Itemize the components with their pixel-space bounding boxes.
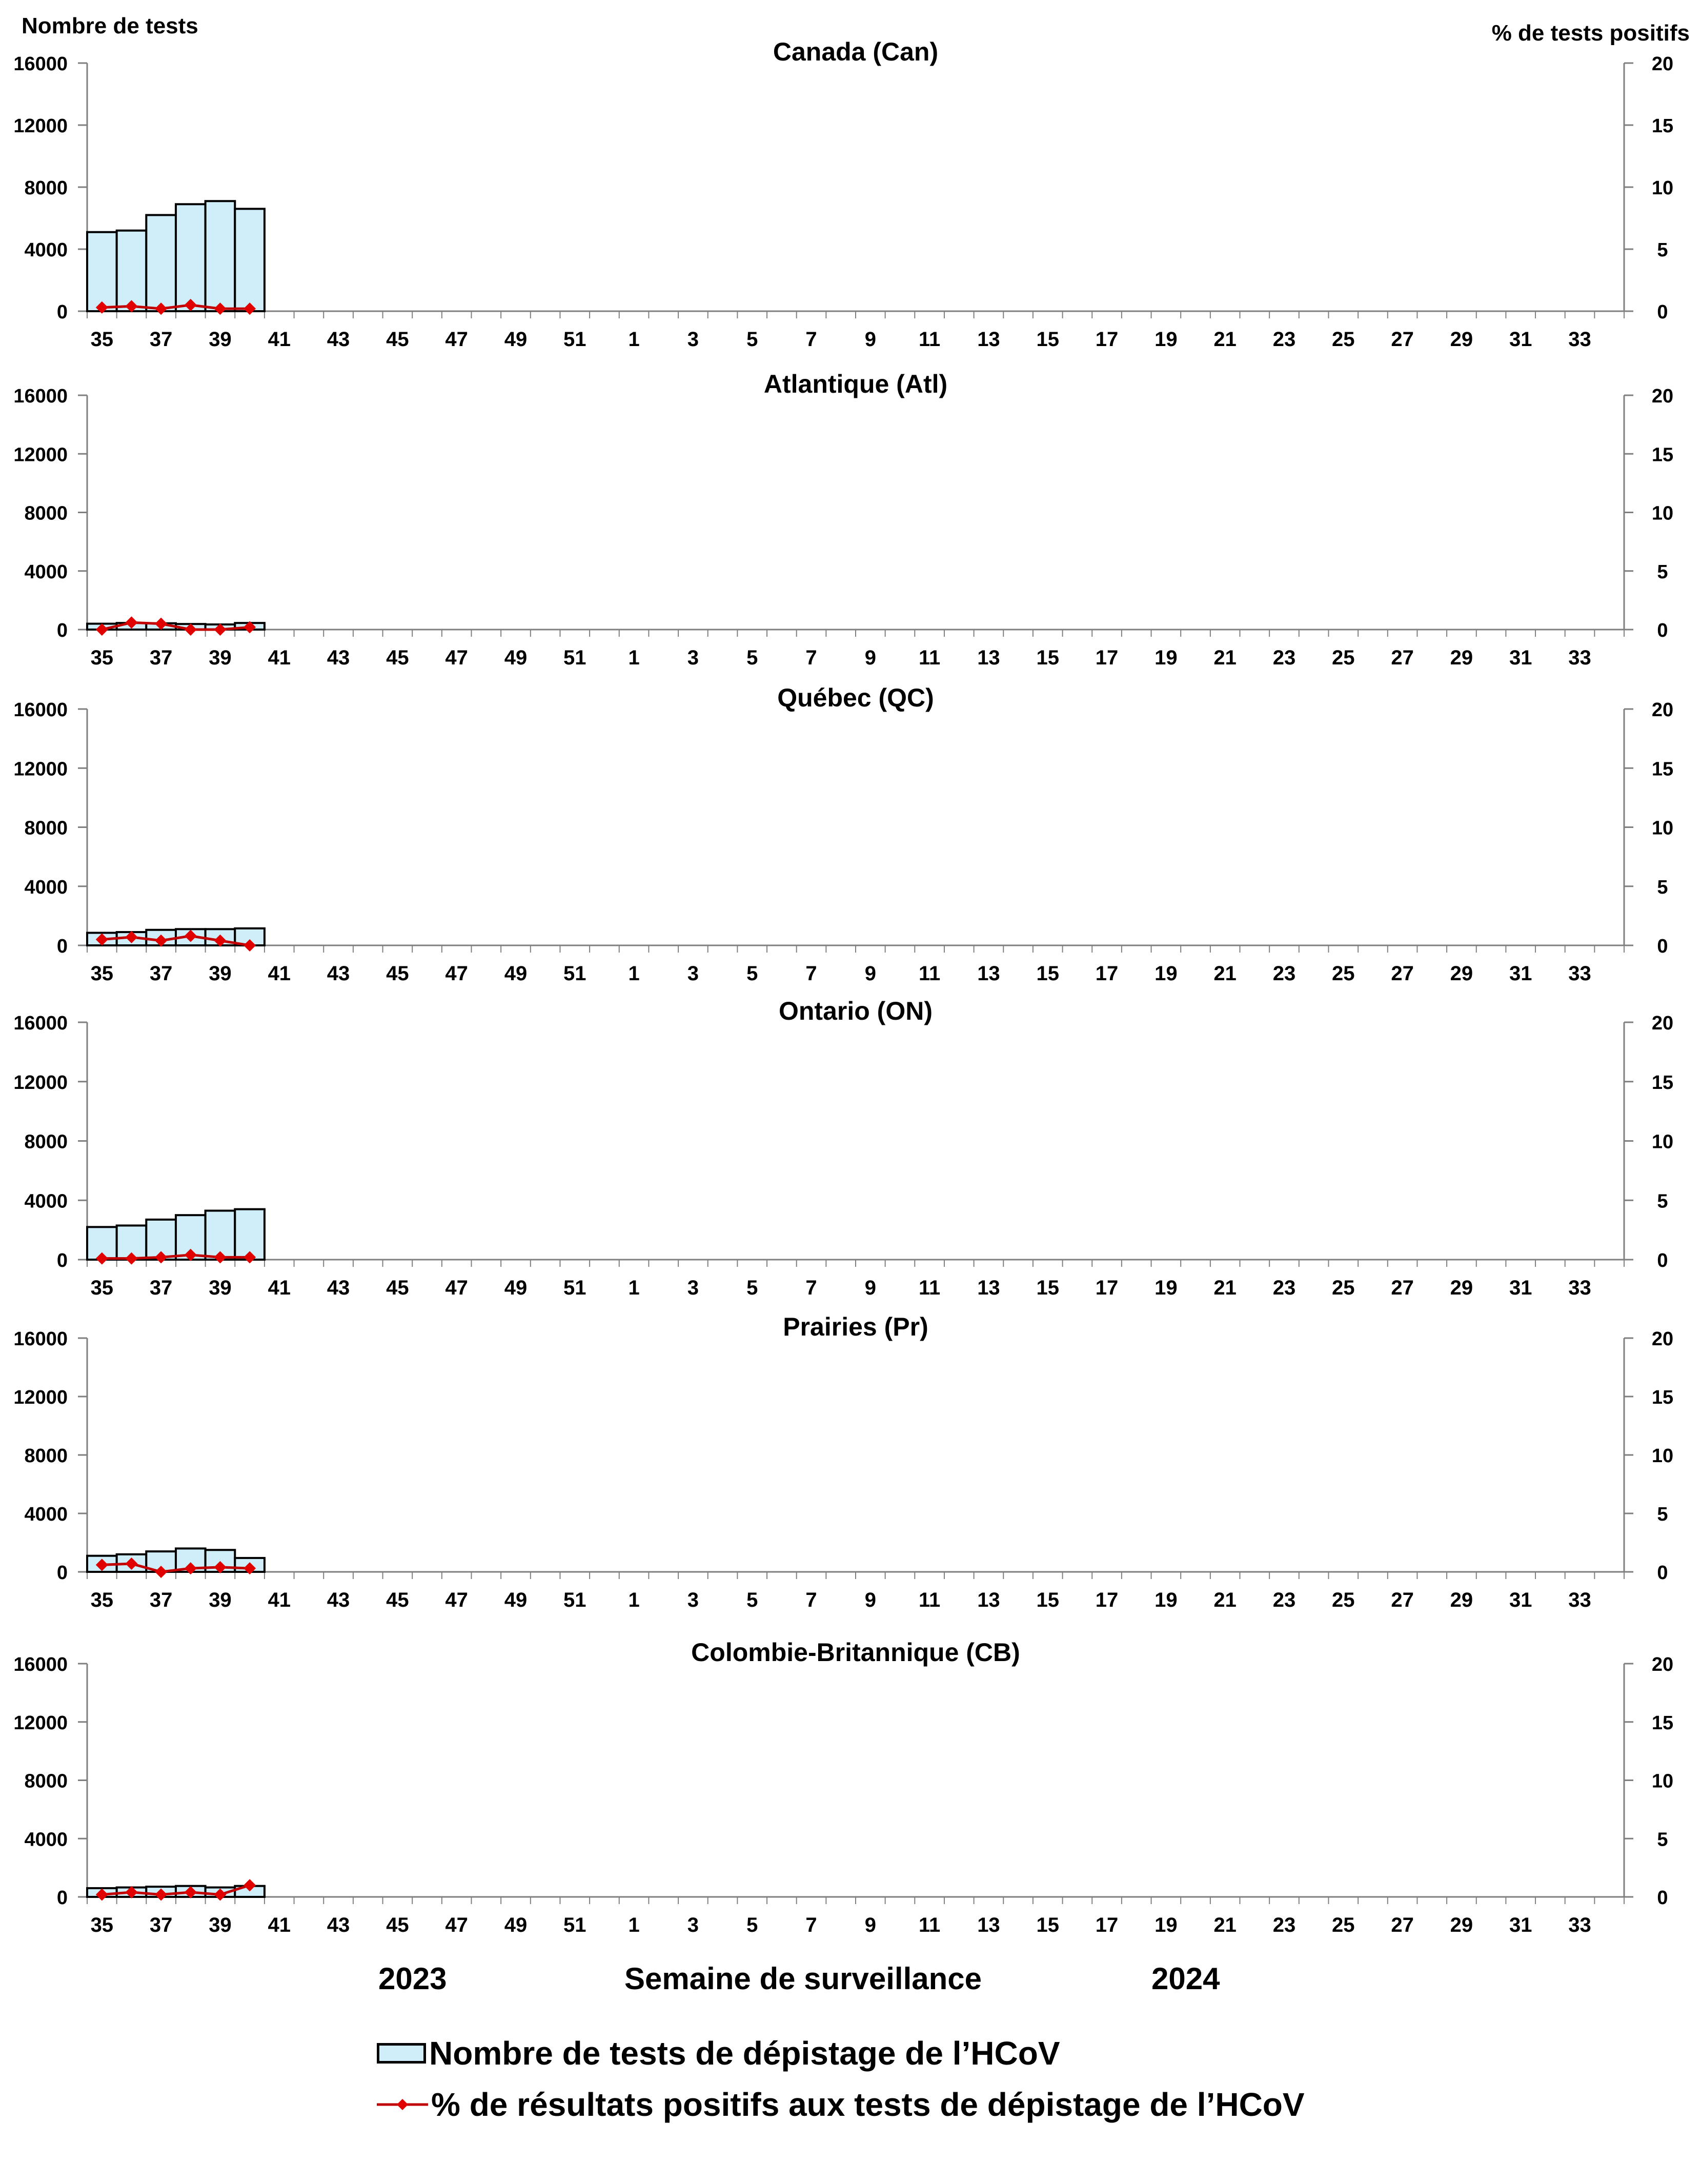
x-tick-label: 23 — [1272, 1277, 1296, 1299]
x-tick-label: 33 — [1568, 646, 1591, 669]
y-tick-label: 8000 — [24, 502, 68, 524]
x-tick-label: 47 — [445, 962, 468, 985]
x-tick-label: 23 — [1272, 646, 1296, 669]
chart-title: Canada (Can) — [773, 37, 939, 66]
y-tick-label: 4000 — [24, 1190, 68, 1212]
x-tick-label: 19 — [1155, 1589, 1178, 1611]
y-tick-label: 8000 — [24, 1445, 68, 1467]
legend-item-bars — [377, 2030, 1060, 2076]
y2-tick-label: 10 — [1651, 1770, 1674, 1792]
x-tick-label: 27 — [1391, 328, 1414, 351]
x-tick-label: 5 — [746, 1589, 758, 1611]
y2-tick-label: 10 — [1651, 177, 1674, 199]
x-tick-label: 3 — [687, 1914, 699, 1936]
x-tick-label: 9 — [864, 962, 876, 985]
y2-tick-label: 5 — [1657, 239, 1668, 261]
y2-tick-label: 5 — [1657, 876, 1668, 898]
x-tick-label: 29 — [1450, 1277, 1473, 1299]
x-tick-label: 11 — [918, 1589, 941, 1611]
x-tick-label: 47 — [445, 1914, 468, 1936]
x-tick-label: 35 — [90, 1277, 114, 1299]
x-tick-label: 5 — [746, 646, 758, 669]
y2-tick-label: 20 — [1651, 699, 1674, 721]
y2-tick-label: 20 — [1651, 1013, 1674, 1034]
x-tick-label: 51 — [563, 1277, 586, 1299]
x-tick-label: 1 — [628, 1589, 640, 1611]
legend — [377, 2030, 1607, 2184]
x-tick-label: 27 — [1391, 962, 1414, 985]
x-tick-label: 27 — [1391, 1589, 1414, 1611]
bar — [117, 231, 147, 311]
y-tick-label: 0 — [56, 301, 68, 323]
chart-panel-1 — [13, 370, 1673, 669]
x-tick-label: 43 — [327, 962, 350, 985]
x-tick-label: 5 — [746, 1277, 758, 1299]
x-tick-label: 35 — [90, 328, 114, 351]
x-tick-label: 1 — [628, 962, 640, 985]
x-tick-label: 43 — [327, 1277, 350, 1299]
x-tick-label: 39 — [209, 646, 232, 669]
x-tick-label: 9 — [864, 646, 876, 669]
x-tick-label: 29 — [1450, 1589, 1473, 1611]
chart-title: Colombie-Britannique (CB) — [691, 1638, 1020, 1667]
x-tick-label: 11 — [918, 1277, 941, 1299]
y-tick-label: 0 — [56, 1562, 68, 1584]
x-tick-label: 29 — [1450, 646, 1473, 669]
y-tick-label: 0 — [56, 1887, 68, 1909]
y-tick-label: 8000 — [24, 177, 68, 199]
bar — [176, 204, 206, 311]
y2-tick-label: 5 — [1657, 561, 1668, 583]
x-tick-label: 49 — [504, 1914, 528, 1936]
y-tick-label: 8000 — [24, 817, 68, 839]
year-label-2023: 2023 — [378, 1961, 447, 1996]
x-tick-label: 5 — [746, 962, 758, 985]
x-tick-label: 49 — [504, 962, 528, 985]
x-tick-label: 31 — [1509, 1589, 1532, 1611]
x-tick-label: 15 — [1036, 328, 1059, 351]
x-tick-label: 7 — [805, 328, 817, 351]
x-tick-label: 45 — [386, 328, 409, 351]
y-tick-label: 16000 — [13, 53, 68, 75]
y2-tick-label: 0 — [1657, 1887, 1668, 1909]
x-tick-label: 33 — [1568, 328, 1591, 351]
x-tick-label: 21 — [1213, 962, 1237, 985]
x-tick-label: 1 — [628, 1914, 640, 1936]
x-tick-label: 15 — [1036, 646, 1059, 669]
x-tick-label: 37 — [149, 962, 173, 985]
y-tick-label: 12000 — [13, 115, 68, 137]
y2-tick-label: 0 — [1657, 936, 1668, 957]
x-tick-label: 17 — [1095, 1277, 1119, 1299]
y-tick-label: 0 — [56, 1250, 68, 1271]
x-tick-label: 43 — [327, 328, 350, 351]
x-tick-label: 13 — [977, 328, 1000, 351]
x-tick-label: 19 — [1155, 328, 1178, 351]
x-tick-label: 15 — [1036, 1914, 1059, 1936]
y-tick-label: 4000 — [24, 1829, 68, 1851]
x-tick-label: 49 — [504, 328, 528, 351]
y-tick-label: 4000 — [24, 1504, 68, 1525]
x-tick-label: 39 — [209, 1589, 232, 1611]
x-tick-label: 7 — [805, 1589, 817, 1611]
x-tick-label: 35 — [90, 962, 114, 985]
x-tick-label: 11 — [918, 962, 941, 985]
x-tick-label: 21 — [1213, 1914, 1237, 1936]
x-tick-label: 41 — [268, 328, 291, 351]
x-tick-label: 41 — [268, 1589, 291, 1611]
x-tick-label: 21 — [1213, 328, 1237, 351]
bar — [146, 215, 176, 311]
y2-tick-label: 0 — [1657, 1250, 1668, 1271]
x-tick-label: 49 — [504, 1277, 528, 1299]
x-tick-label: 43 — [327, 1589, 350, 1611]
x-tick-label: 7 — [805, 1914, 817, 1936]
x-tick-label: 37 — [149, 1277, 173, 1299]
x-tick-label: 13 — [977, 1277, 1000, 1299]
x-axis-title: Semaine de surveillance — [624, 1961, 982, 1996]
y2-tick-label: 20 — [1651, 1654, 1674, 1675]
x-tick-label: 33 — [1568, 1914, 1591, 1936]
x-tick-label: 19 — [1155, 962, 1178, 985]
x-tick-label: 11 — [918, 646, 941, 669]
bar — [206, 201, 235, 311]
x-tick-label: 3 — [687, 646, 699, 669]
chart-panel-0 — [13, 37, 1673, 351]
x-tick-label: 33 — [1568, 962, 1591, 985]
y-tick-label: 4000 — [24, 876, 68, 898]
y2-tick-label: 15 — [1651, 1071, 1674, 1094]
y2-tick-label: 15 — [1651, 444, 1674, 466]
y-tick-label: 12000 — [13, 1712, 68, 1734]
x-tick-label: 51 — [563, 1589, 586, 1611]
x-tick-label: 47 — [445, 1277, 468, 1299]
x-tick-label: 21 — [1213, 1589, 1237, 1611]
year-label-2024: 2024 — [1151, 1961, 1220, 1996]
x-tick-label: 15 — [1036, 1589, 1059, 1611]
x-tick-label: 43 — [327, 1914, 350, 1936]
x-tick-label: 5 — [746, 328, 758, 351]
x-tick-label: 31 — [1509, 962, 1532, 985]
x-tick-label: 41 — [268, 962, 291, 985]
x-tick-label: 29 — [1450, 328, 1473, 351]
x-tick-label: 47 — [445, 1589, 468, 1611]
y-tick-label: 12000 — [13, 758, 68, 780]
x-tick-label: 3 — [687, 328, 699, 351]
x-tick-label: 23 — [1272, 1914, 1296, 1936]
x-tick-label: 11 — [918, 1914, 941, 1936]
x-tick-label: 35 — [90, 1589, 114, 1611]
y-tick-label: 12000 — [13, 1387, 68, 1408]
y-tick-label: 0 — [56, 936, 68, 957]
x-tick-label: 45 — [386, 962, 409, 985]
x-tick-label: 25 — [1332, 328, 1355, 351]
x-tick-label: 29 — [1450, 962, 1473, 985]
x-tick-label: 37 — [149, 1914, 173, 1936]
x-tick-label: 47 — [445, 646, 468, 669]
y2-tick-label: 10 — [1651, 1131, 1674, 1153]
chart-panel-2 — [13, 683, 1673, 985]
y2-tick-label: 0 — [1657, 620, 1668, 641]
x-tick-label: 7 — [805, 1277, 817, 1299]
chart-panel-4 — [13, 1312, 1673, 1611]
x-tick-label: 45 — [386, 1914, 409, 1936]
x-tick-label: 23 — [1272, 328, 1296, 351]
y-tick-label: 16000 — [13, 699, 68, 721]
legend-line-label: % de résultats positifs aux tests de dépistage de l’HCoV — [431, 2086, 1305, 2123]
x-tick-label: 33 — [1568, 1589, 1591, 1611]
x-tick-label: 27 — [1391, 646, 1414, 669]
y2-tick-label: 15 — [1651, 1712, 1674, 1734]
x-tick-label: 35 — [90, 646, 114, 669]
bar — [235, 209, 265, 311]
chart-title: Québec (QC) — [777, 683, 934, 712]
x-tick-label: 17 — [1095, 646, 1119, 669]
chart-title: Atlantique (Atl) — [763, 370, 948, 398]
x-tick-label: 1 — [628, 646, 640, 669]
x-tick-label: 39 — [209, 962, 232, 985]
x-tick-label: 13 — [977, 646, 1000, 669]
x-tick-label: 45 — [386, 1589, 409, 1611]
x-tick-label: 15 — [1036, 1277, 1059, 1299]
y-tick-label: 12000 — [13, 1071, 68, 1094]
y2-tick-label: 15 — [1651, 758, 1674, 780]
x-tick-label: 41 — [268, 1277, 291, 1299]
x-tick-label: 17 — [1095, 962, 1119, 985]
x-tick-label: 3 — [687, 1277, 699, 1299]
y-tick-label: 4000 — [24, 561, 68, 583]
y2-tick-label: 5 — [1657, 1504, 1668, 1525]
y-tick-label: 8000 — [24, 1770, 68, 1792]
x-tick-label: 31 — [1509, 328, 1532, 351]
x-tick-label: 37 — [149, 328, 173, 351]
x-tick-label: 25 — [1332, 1914, 1355, 1936]
x-tick-label: 39 — [209, 328, 232, 351]
x-tick-label: 13 — [977, 1914, 1000, 1936]
x-tick-label: 3 — [687, 962, 699, 985]
x-tick-label: 41 — [268, 1914, 291, 1936]
legend-line-swatch — [377, 2094, 428, 2115]
x-tick-label: 7 — [805, 646, 817, 669]
x-tick-label: 49 — [504, 646, 528, 669]
chart-title: Ontario (ON) — [779, 997, 933, 1025]
chart-title: Prairies (Pr) — [783, 1312, 928, 1341]
x-tick-label: 45 — [386, 1277, 409, 1299]
y2-tick-label: 5 — [1657, 1190, 1668, 1212]
x-tick-label: 31 — [1509, 646, 1532, 669]
x-tick-label: 25 — [1332, 1589, 1355, 1611]
x-tick-label: 17 — [1095, 1589, 1119, 1611]
x-tick-label: 49 — [504, 1589, 528, 1611]
y2-tick-label: 20 — [1651, 53, 1674, 75]
right-axis-title: % de tests positifs — [1491, 21, 1690, 46]
legend-item-line — [377, 2081, 1305, 2128]
x-tick-label: 25 — [1332, 1277, 1355, 1299]
y-tick-label: 12000 — [13, 444, 68, 466]
chart-panel-3 — [13, 997, 1673, 1299]
x-tick-label: 29 — [1450, 1914, 1473, 1936]
x-tick-label: 19 — [1155, 1277, 1178, 1299]
x-tick-label: 9 — [864, 1914, 876, 1936]
y-tick-label: 16000 — [13, 1328, 68, 1350]
y-tick-label: 16000 — [13, 386, 68, 407]
bar — [87, 232, 117, 311]
y2-tick-label: 10 — [1651, 502, 1674, 524]
x-tick-label: 19 — [1155, 646, 1178, 669]
x-tick-label: 37 — [149, 1589, 173, 1611]
x-tick-label: 5 — [746, 1914, 758, 1936]
x-tick-label: 3 — [687, 1589, 699, 1611]
y2-tick-label: 10 — [1651, 817, 1674, 839]
x-tick-label: 9 — [864, 328, 876, 351]
x-tick-label: 23 — [1272, 962, 1296, 985]
y2-tick-label: 15 — [1651, 115, 1674, 137]
chart-panel-5 — [13, 1638, 1673, 1936]
x-tick-label: 17 — [1095, 1914, 1119, 1936]
x-tick-label: 39 — [209, 1914, 232, 1936]
x-tick-label: 19 — [1155, 1914, 1178, 1936]
x-tick-label: 33 — [1568, 1277, 1591, 1299]
y-tick-label: 0 — [56, 620, 68, 641]
x-tick-label: 41 — [268, 646, 291, 669]
y2-tick-label: 10 — [1651, 1445, 1674, 1467]
x-tick-label: 47 — [445, 328, 468, 351]
y2-tick-label: 0 — [1657, 1562, 1668, 1584]
legend-bar-swatch — [377, 2043, 426, 2064]
x-tick-label: 51 — [563, 1914, 586, 1936]
x-tick-label: 1 — [628, 328, 640, 351]
x-tick-label: 51 — [563, 646, 586, 669]
x-tick-label: 27 — [1391, 1277, 1414, 1299]
x-tick-label: 9 — [864, 1277, 876, 1299]
y2-tick-label: 0 — [1657, 301, 1668, 323]
x-tick-label: 17 — [1095, 328, 1119, 351]
y-tick-label: 4000 — [24, 239, 68, 261]
y-tick-label: 16000 — [13, 1013, 68, 1034]
x-tick-label: 11 — [918, 328, 941, 351]
x-tick-label: 21 — [1213, 1277, 1237, 1299]
y2-tick-label: 15 — [1651, 1387, 1674, 1408]
x-tick-label: 39 — [209, 1277, 232, 1299]
y2-tick-label: 20 — [1651, 386, 1674, 407]
x-tick-label: 51 — [563, 962, 586, 985]
x-tick-label: 37 — [149, 646, 173, 669]
x-tick-label: 43 — [327, 646, 350, 669]
x-tick-label: 7 — [805, 962, 817, 985]
x-tick-label: 31 — [1509, 1914, 1532, 1936]
x-tick-label: 27 — [1391, 1914, 1414, 1936]
x-tick-label: 25 — [1332, 646, 1355, 669]
y2-tick-label: 20 — [1651, 1328, 1674, 1350]
x-tick-label: 45 — [386, 646, 409, 669]
y-tick-label: 16000 — [13, 1654, 68, 1675]
x-tick-label: 13 — [977, 962, 1000, 985]
x-tick-label: 21 — [1213, 646, 1237, 669]
x-tick-label: 25 — [1332, 962, 1355, 985]
x-tick-label: 31 — [1509, 1277, 1532, 1299]
y2-tick-label: 5 — [1657, 1829, 1668, 1851]
y-tick-label: 8000 — [24, 1131, 68, 1153]
legend-bar-label: Nombre de tests de dépistage de l’HCoV — [429, 2035, 1060, 2072]
left-axis-title: Nombre de tests — [22, 13, 198, 38]
x-tick-label: 23 — [1272, 1589, 1296, 1611]
x-tick-label: 1 — [628, 1277, 640, 1299]
x-tick-label: 15 — [1036, 962, 1059, 985]
x-tick-label: 35 — [90, 1914, 114, 1936]
x-tick-label: 51 — [563, 328, 586, 351]
x-tick-label: 13 — [977, 1589, 1000, 1611]
x-tick-label: 9 — [864, 1589, 876, 1611]
